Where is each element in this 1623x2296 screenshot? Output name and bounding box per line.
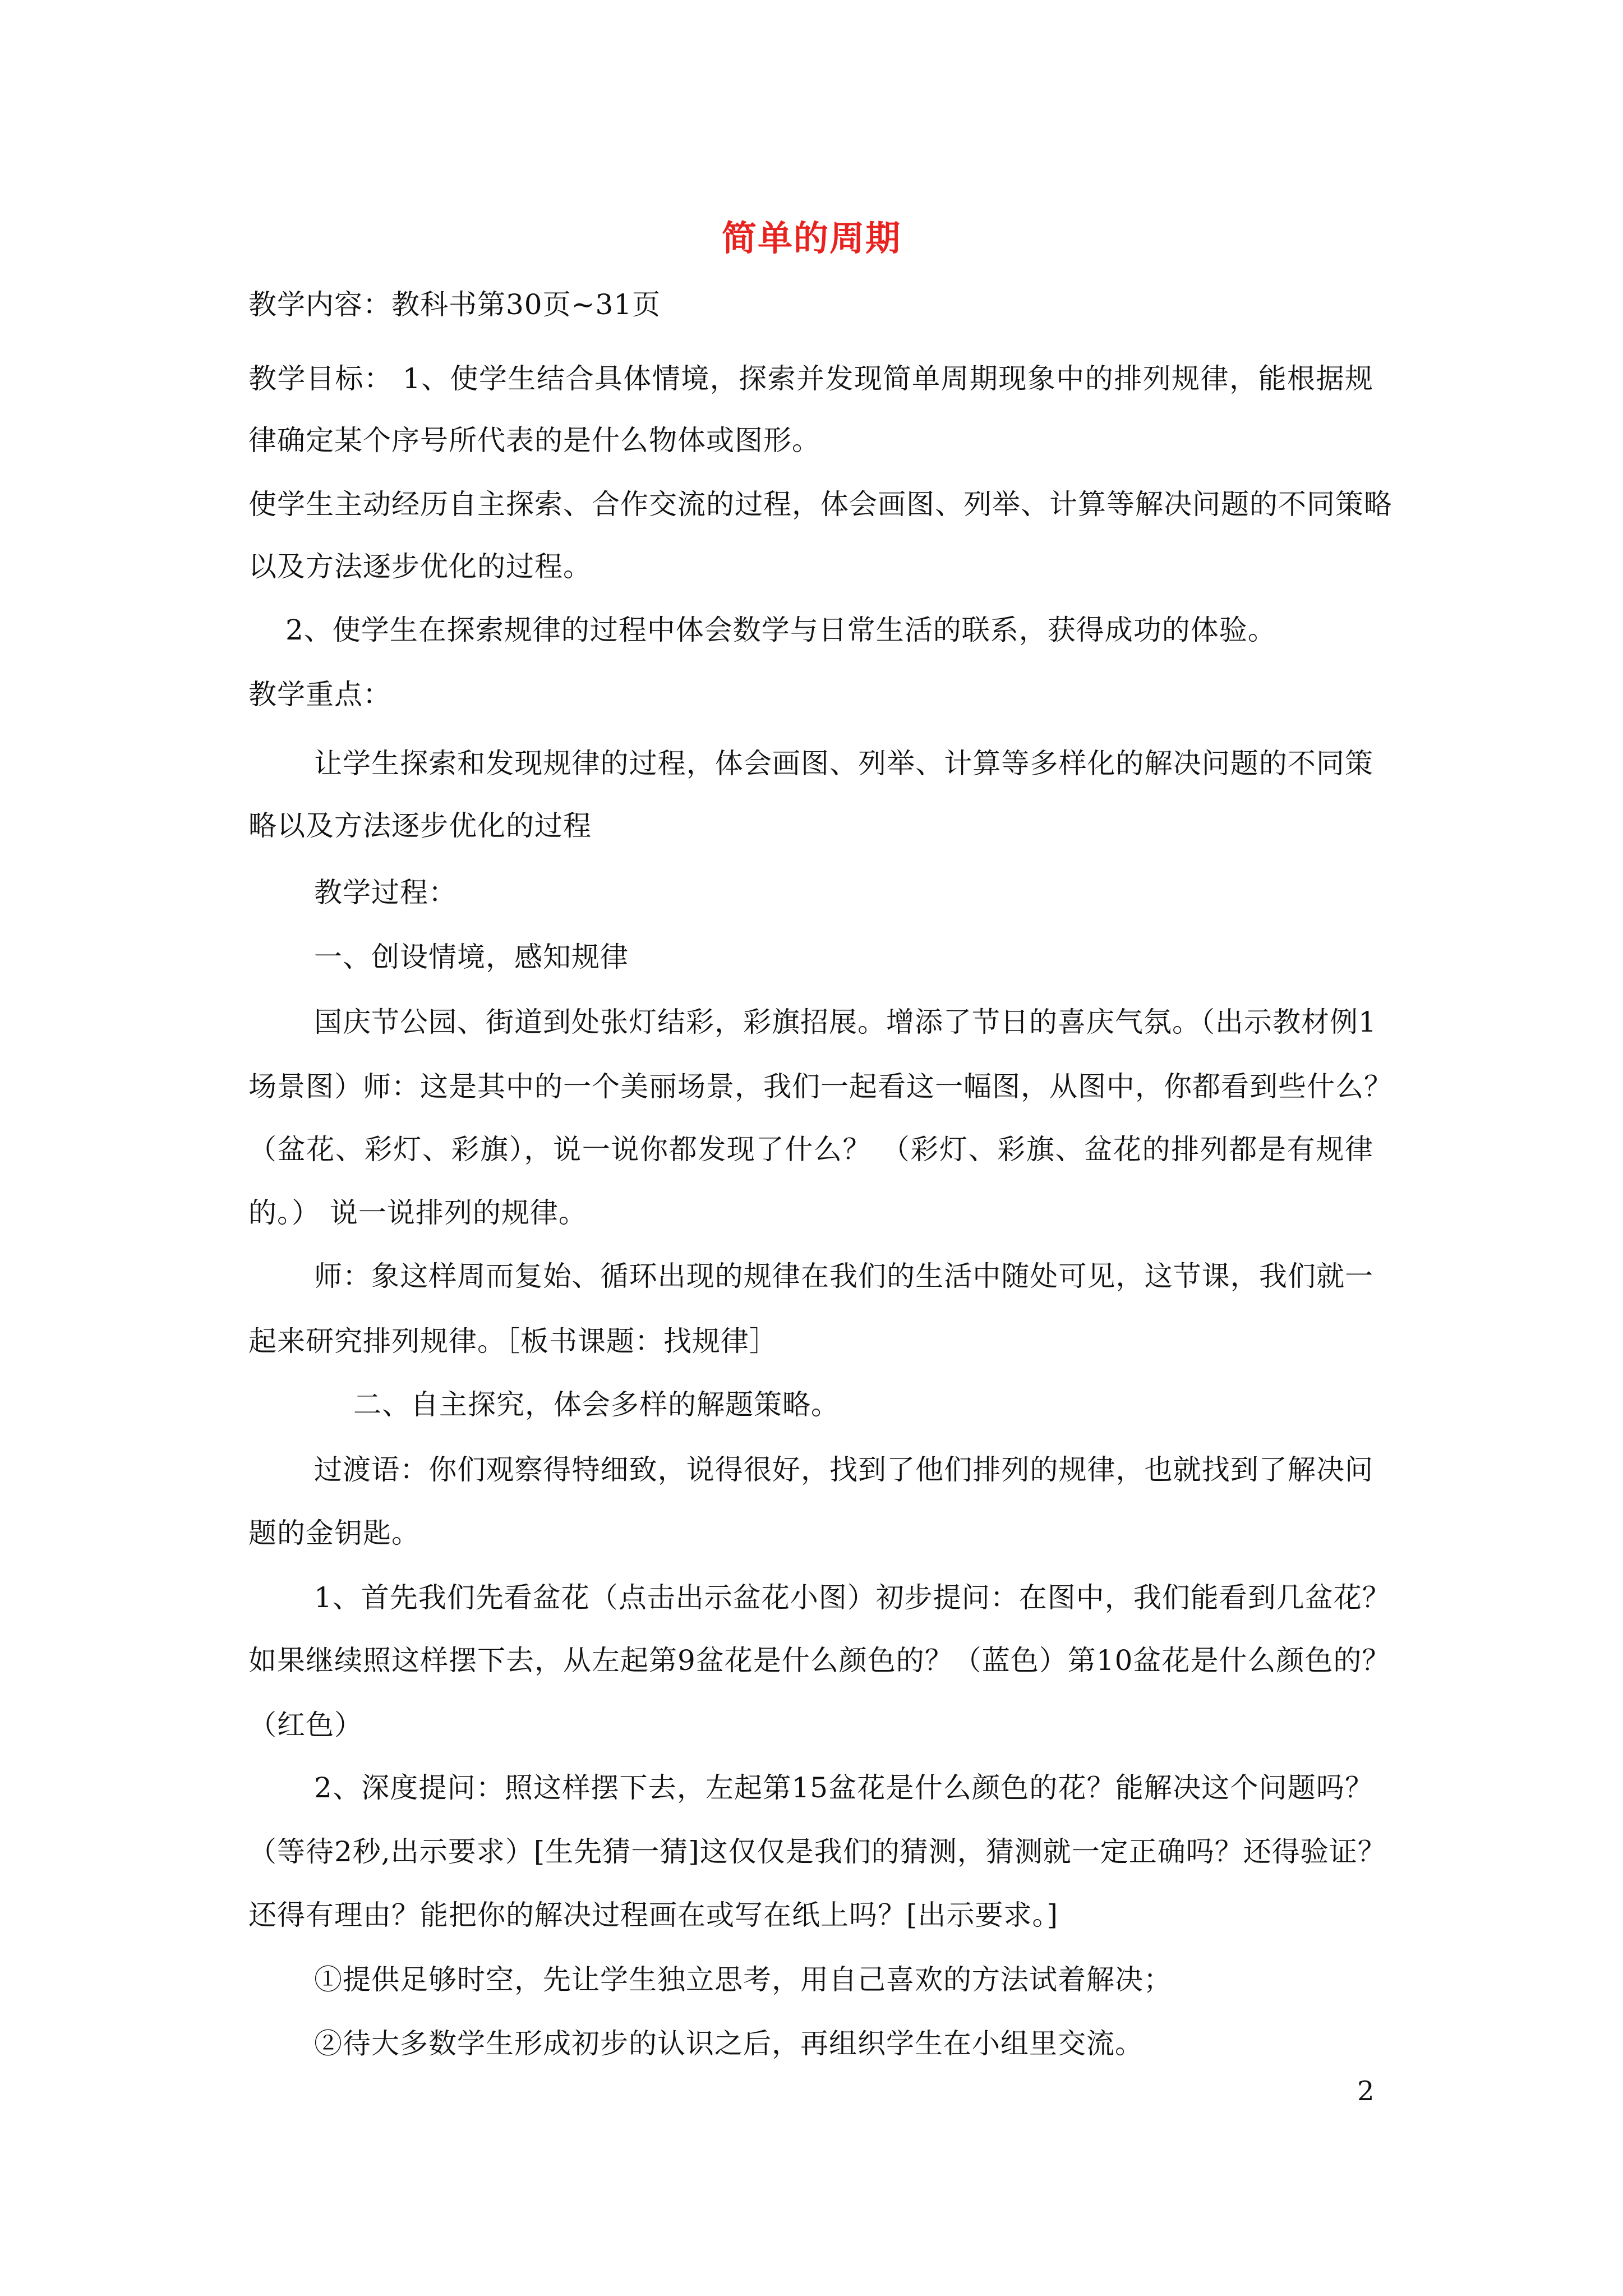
teaching-goal-line-1: 教学目标： 1、使学生结合具体情境，探索并发现简单周期现象中的排列规律，能根据规: [248, 362, 1373, 395]
teaching-content-line: 教学内容：教科书第30页~31页: [248, 288, 661, 321]
teaching-process-heading: 教学过程：: [314, 876, 457, 909]
transition-line-1: 过渡语：你们观察得特细致，说得很好，找到了他们排列的规律，也就找到了解决问: [314, 1453, 1373, 1486]
page-number: 2: [1357, 2076, 1375, 2107]
teaching-focus-line-2: 略以及方法逐步优化的过程: [248, 809, 592, 842]
experience-goal-line: 2、使学生在探索规律的过程中体会数学与日常生活的联系，获得成功的体验。: [285, 614, 1276, 646]
teacher-line-2: 起来研究排列规律。［板书课题：找规律］: [248, 1325, 778, 1358]
scene-line-3: （盆花、彩灯、彩旗），说一说你都发现了什么？ （彩灯、彩旗、盆花的排列都是有规律: [248, 1133, 1373, 1166]
teaching-focus-heading: 教学重点：: [248, 678, 391, 711]
question-two-line-1: 2、深度提问：照这样摆下去，左起第15盆花是什么颜色的花？能解决这个问题吗？: [314, 1772, 1373, 1804]
question-one-line-2: 如果继续照这样摆下去，从左起第9盆花是什么颜色的？（蓝色）第10盆花是什么颜色的？: [248, 1644, 1391, 1677]
process-goal-line-1: 使学生主动经历自主探索、合作交流的过程，体会画图、列举、计算等解决问题的不同策略: [248, 488, 1393, 521]
teaching-goal-line-2: 律确定某个序号所代表的是什么物体或图形。: [248, 424, 820, 457]
section-one-heading: 一、创设情境，感知规律: [314, 941, 629, 973]
step-two-line: ②待大多数学生形成初步的认识之后，再组织学生在小组里交流。: [314, 2027, 1144, 2060]
question-two-line-3: 还得有理由？能把你的解决过程画在或写在纸上吗？[出示要求。]: [248, 1899, 1059, 1931]
teaching-focus-line-1: 让学生探索和发现规律的过程，体会画图、列举、计算等多样化的解决问题的不同策: [314, 747, 1373, 780]
scene-line-1: 国庆节公园、街道到处张灯结彩，彩旗招展。增添了节日的喜庆气氛。（出示教材例1: [314, 1006, 1377, 1038]
document-title: 简单的周期: [721, 218, 901, 259]
section-two-heading: 二、自主探究，体会多样的解题策略。: [353, 1388, 840, 1421]
process-goal-line-2: 以及方法逐步优化的过程。: [248, 550, 592, 583]
scene-line-2: 场景图）师：这是其中的一个美丽场景，我们一起看这一幅图，从图中，你都看到些什么？: [248, 1070, 1393, 1103]
question-two-line-2: （等待2秒,出示要求）[生先猜一猜]这仅仅是我们的猜测，猜测就一定正确吗？还得验证？: [248, 1835, 1386, 1868]
step-one-line: ①提供足够时空，先让学生独立思考，用自己喜欢的方法试着解决；: [314, 1963, 1172, 1996]
scene-line-4: 的。） 说一说排列的规律。: [248, 1197, 587, 1229]
teacher-line-1: 师：象这样周而复始、循环出现的规律在我们的生活中随处可见，这节课，我们就一: [314, 1260, 1373, 1292]
question-one-line-1: 1、首先我们先看盆花（点击出示盆花小图）初步提问：在图中，我们能看到几盆花？: [314, 1581, 1391, 1614]
transition-line-2: 题的金钥匙。: [248, 1517, 420, 1549]
question-one-line-3: （红色）: [248, 1709, 363, 1741]
